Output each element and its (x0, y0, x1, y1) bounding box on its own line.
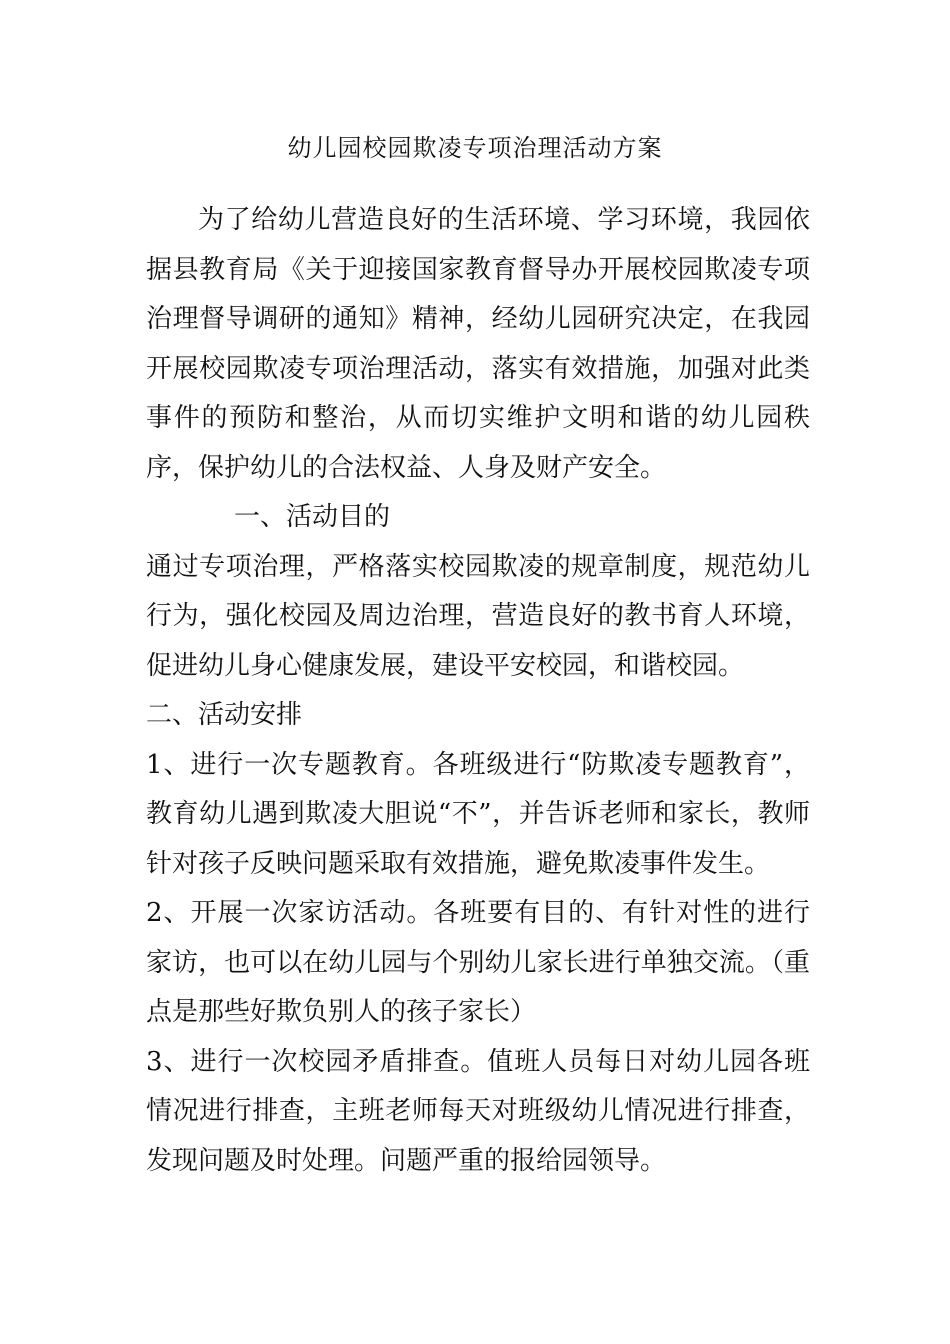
document-body (146, 196, 810, 1186)
arrangement-item-3: 3、进行一次校园矛盾排查。值班人员每日对幼儿园各班情况进行排查，主班老师每天对班级幼儿情况进行排查，发现问题及时处理。问题严重的报给园领导。 (146, 1046, 810, 1176)
section-heading-purpose: 一、活动目的 (234, 502, 391, 532)
purpose-paragraph: 通过专项治理，严格落实校园欺凌的规章制度，规范幼儿行为，强化校园及周边治理，营造良好的教书育人环境，促进幼儿身心健康发展，建设平安校园，和谐校园。 (146, 551, 810, 681)
intro-paragraph: 为了给幼儿营造良好的生活环境、学习环境，我园依据县教育局《关于迎接国家教育督导办开展校园欺凌专项治理督导调研的通知》精神，经幼儿园研究决定，在我园开展校园欺凌专项治理活动，落实有效措施，加强对此类事件的预防和整治，从而切实维护文明和谐的幼儿园秩序，保护幼儿的合法权益、人身及财产安全。 (146, 205, 810, 483)
arrangement-item-1: 1、进行一次专题教育。各班级进行“防欺凌专题教育”，教育幼儿遇到欺凌大胆说“不”，并告诉老师和家长，教师针对孩子反映问题采取有效措施，避免欺凌事件发生。 (146, 749, 810, 879)
document-title: 幼儿园校园欺凌专项治理活动方案 (287, 134, 663, 162)
arrangement-item-2: 2、开展一次家访活动。各班要有目的、有针对性的进行家访，也可以在幼儿园与个别幼儿家长进行单独交流。（重点是那些好欺负别人的孩子家长） (146, 898, 810, 1027)
section-heading-arrangement: 二、活动安排 (146, 700, 303, 730)
